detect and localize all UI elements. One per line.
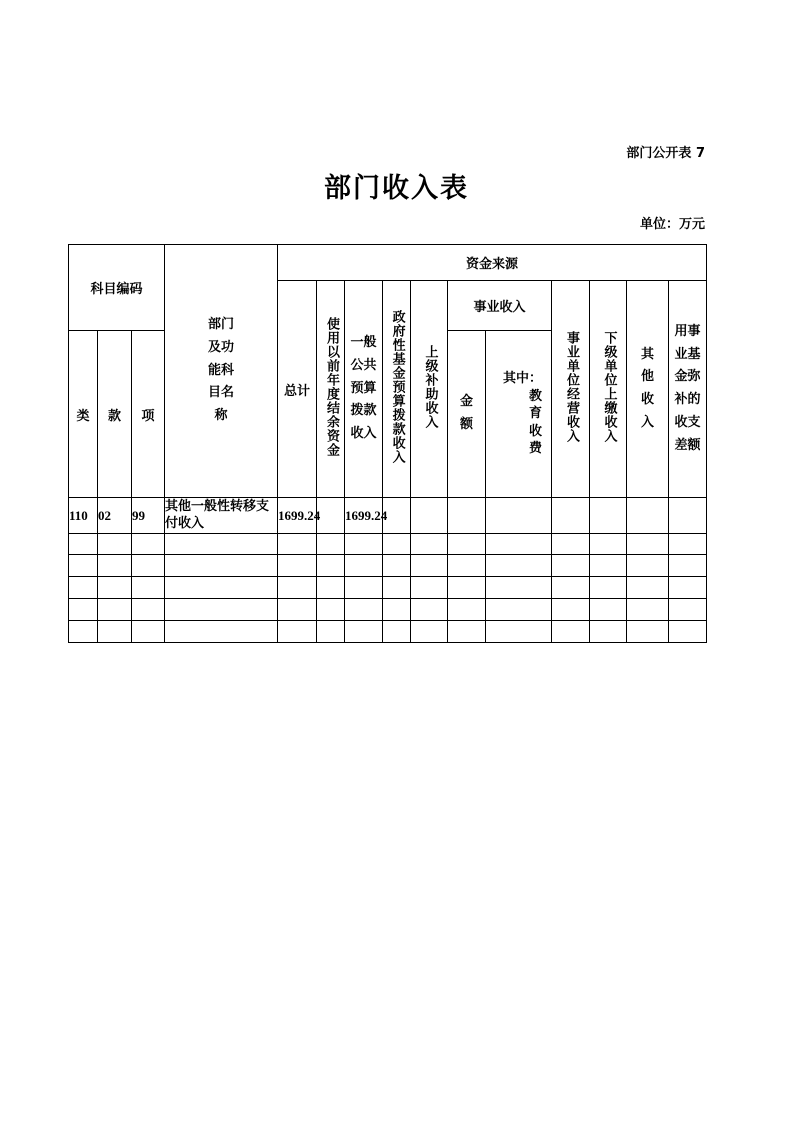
cell-xiang bbox=[132, 577, 165, 599]
cell-prior-balance bbox=[317, 577, 345, 599]
cell-business-income bbox=[552, 555, 590, 577]
cell-xiang bbox=[132, 599, 165, 621]
dept-function-header: 部门 及功 能科 目名 称 bbox=[165, 245, 278, 498]
cell-general-budget bbox=[345, 534, 383, 555]
table-row bbox=[69, 534, 707, 555]
cell-edu-fee bbox=[486, 599, 552, 621]
cell-total bbox=[278, 621, 317, 643]
gov-fund-header: 政府性基金预算拨款收入 bbox=[383, 281, 411, 498]
career-income-header: 事业收入 bbox=[448, 281, 552, 331]
cell-name bbox=[165, 534, 278, 555]
cell-career-fund-offset bbox=[669, 599, 707, 621]
cell-gov-fund bbox=[383, 577, 411, 599]
cell-general-budget: 1699.24 bbox=[345, 498, 383, 534]
cell-edu-fee bbox=[486, 555, 552, 577]
cell-total: 1699.24 bbox=[278, 498, 317, 534]
cell-lei bbox=[69, 534, 98, 555]
cell-prior-balance bbox=[317, 498, 345, 534]
cell-general-budget bbox=[345, 555, 383, 577]
cell-kuan bbox=[98, 599, 132, 621]
career-fund-offset-header: 用事 业基 金弥 补的 收支 差额 bbox=[669, 281, 707, 498]
cell-prior-balance bbox=[317, 555, 345, 577]
cell-xiang bbox=[132, 555, 165, 577]
table-row bbox=[69, 599, 707, 621]
cell-lei bbox=[69, 599, 98, 621]
cell-name: 其他一般性转移支付收入 bbox=[165, 498, 278, 534]
cell-career-fund-offset bbox=[669, 498, 707, 534]
cell-business-income bbox=[552, 577, 590, 599]
business-income-header: 事业单位经营收入 bbox=[552, 281, 590, 498]
cell-career-fund-offset bbox=[669, 577, 707, 599]
table-row bbox=[69, 498, 707, 534]
cell-superior-subsidy bbox=[411, 534, 448, 555]
cell-superior-subsidy bbox=[411, 555, 448, 577]
cell-total bbox=[278, 599, 317, 621]
cell-subordinate-income bbox=[590, 621, 627, 643]
table-row bbox=[69, 555, 707, 577]
cell-lei bbox=[69, 577, 98, 599]
cell-superior-subsidy bbox=[411, 621, 448, 643]
cell-business-income bbox=[552, 621, 590, 643]
cell-amount bbox=[448, 555, 486, 577]
cell-total bbox=[278, 534, 317, 555]
cell-other-income bbox=[627, 621, 669, 643]
cell-superior-subsidy bbox=[411, 577, 448, 599]
income-table bbox=[68, 244, 707, 643]
table-row bbox=[69, 621, 707, 643]
cell-edu-fee bbox=[486, 534, 552, 555]
edu-fee-header: 其中： 教 育 收 费 bbox=[486, 331, 552, 498]
cell-edu-fee bbox=[486, 577, 552, 599]
cell-kuan bbox=[98, 577, 132, 599]
cell-gov-fund bbox=[383, 621, 411, 643]
cell-edu-fee bbox=[486, 621, 552, 643]
cell-prior-balance bbox=[317, 621, 345, 643]
kuan-header: 款 bbox=[98, 331, 132, 498]
subject-code-header: 科目编码 bbox=[69, 245, 165, 331]
total-header: 总计 bbox=[278, 281, 317, 498]
cell-subordinate-income bbox=[590, 555, 627, 577]
cell-total bbox=[278, 555, 317, 577]
cell-other-income bbox=[627, 577, 669, 599]
cell-amount bbox=[448, 534, 486, 555]
cell-amount bbox=[448, 621, 486, 643]
cell-amount bbox=[448, 599, 486, 621]
cell-xiang bbox=[132, 534, 165, 555]
cell-career-fund-offset bbox=[669, 621, 707, 643]
table-row bbox=[69, 577, 707, 599]
cell-xiang bbox=[132, 621, 165, 643]
cell-subordinate-income bbox=[590, 599, 627, 621]
cell-other-income bbox=[627, 599, 669, 621]
other-income-header: 其 他 收 入 bbox=[627, 281, 669, 498]
cell-lei bbox=[69, 555, 98, 577]
prior-balance-header: 使用以前年度结余资金 bbox=[317, 281, 345, 498]
cell-kuan: 02 bbox=[98, 498, 132, 534]
cell-other-income bbox=[627, 555, 669, 577]
cell-prior-balance bbox=[317, 599, 345, 621]
xiang-header: 项 bbox=[132, 331, 165, 498]
general-budget-header: 一般 公共 预算 拨款 收入 bbox=[345, 281, 383, 498]
cell-lei bbox=[69, 621, 98, 643]
cell-gov-fund bbox=[383, 599, 411, 621]
form-number: 部门公开表 7 bbox=[626, 146, 705, 161]
cell-lei: 110 bbox=[69, 498, 98, 534]
cell-business-income bbox=[552, 534, 590, 555]
cell-kuan bbox=[98, 534, 132, 555]
superior-subsidy-header: 上级补助收入 bbox=[411, 281, 448, 498]
fund-source-header: 资金来源 bbox=[278, 245, 707, 281]
cell-amount bbox=[448, 577, 486, 599]
cell-career-fund-offset bbox=[669, 534, 707, 555]
cell-gov-fund bbox=[383, 555, 411, 577]
cell-superior-subsidy bbox=[411, 498, 448, 534]
lei-header: 类 bbox=[69, 331, 98, 498]
cell-prior-balance bbox=[317, 534, 345, 555]
cell-name bbox=[165, 621, 278, 643]
cell-business-income bbox=[552, 498, 590, 534]
cell-career-fund-offset bbox=[669, 555, 707, 577]
unit-label: 单位：万元 bbox=[639, 217, 705, 232]
cell-name bbox=[165, 555, 278, 577]
cell-amount bbox=[448, 498, 486, 534]
cell-general-budget bbox=[345, 577, 383, 599]
cell-gov-fund bbox=[383, 534, 411, 555]
cell-kuan bbox=[98, 621, 132, 643]
cell-total bbox=[278, 577, 317, 599]
cell-general-budget bbox=[345, 599, 383, 621]
cell-xiang: 99 bbox=[132, 498, 165, 534]
page-title: 部门收入表 bbox=[324, 173, 469, 204]
cell-subordinate-income bbox=[590, 498, 627, 534]
cell-general-budget bbox=[345, 621, 383, 643]
cell-other-income bbox=[627, 498, 669, 534]
cell-superior-subsidy bbox=[411, 599, 448, 621]
subordinate-income-header: 下级单位上缴收入 bbox=[590, 281, 627, 498]
cell-subordinate-income bbox=[590, 577, 627, 599]
cell-other-income bbox=[627, 534, 669, 555]
cell-subordinate-income bbox=[590, 534, 627, 555]
cell-edu-fee bbox=[486, 498, 552, 534]
cell-name bbox=[165, 599, 278, 621]
amount-header: 金 额 bbox=[448, 331, 486, 498]
cell-name bbox=[165, 577, 278, 599]
cell-business-income bbox=[552, 599, 590, 621]
cell-kuan bbox=[98, 555, 132, 577]
